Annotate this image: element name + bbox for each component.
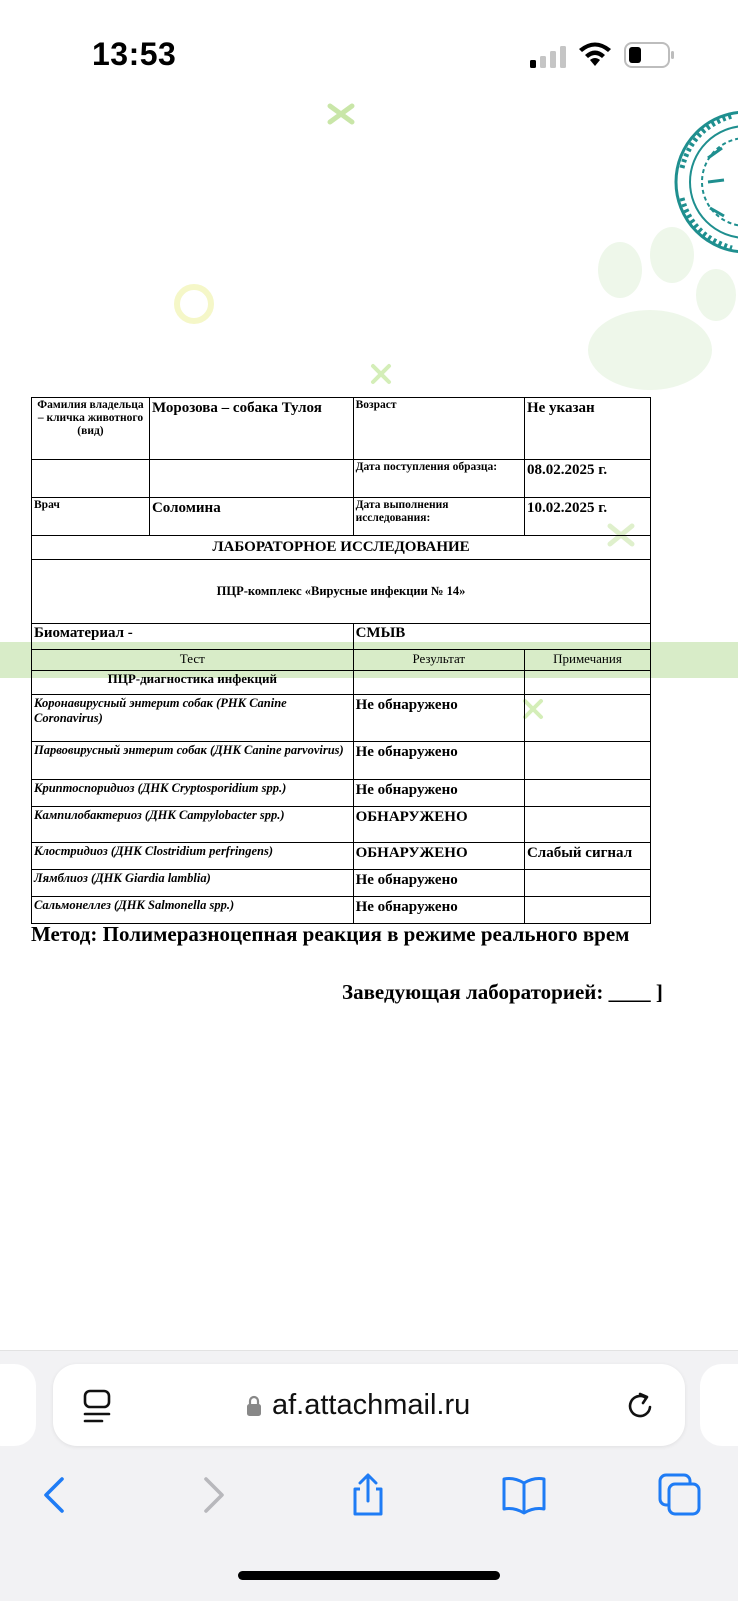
section-header: ПЦР-диагностика инфекций [32, 671, 354, 695]
column-header-result: Результат [353, 650, 524, 671]
circle-decoration-icon [172, 282, 216, 326]
test-result: Не обнаружено [353, 780, 524, 807]
test-result: ОБНАРУЖЕНО [353, 807, 524, 843]
doctor-value: Соломина [149, 498, 353, 536]
document-view[interactable] [0, 100, 738, 1350]
reader-mode-icon[interactable] [82, 1389, 112, 1425]
test-note [524, 897, 650, 924]
share-icon[interactable] [346, 1473, 390, 1517]
test-name: Кампилобактериоз (ДНК Campylobacter spp.) [32, 807, 354, 843]
test-name: Коронавирусный энтерит собак (РНК Canine Coronavirus) [32, 695, 354, 742]
next-tab-preview[interactable] [700, 1364, 738, 1446]
method-text: Метод: Полимеразноцепная реакция в режиме реального врем [31, 922, 630, 946]
table-row [32, 742, 651, 780]
table-row [32, 780, 651, 807]
bookmarks-icon[interactable] [502, 1473, 546, 1517]
biomaterial-value: СМЫВ [353, 624, 650, 650]
test-note [524, 780, 650, 807]
wifi-icon [578, 40, 612, 68]
table-row [32, 897, 651, 924]
received-date-value: 08.02.2025 г. [524, 460, 650, 498]
test-result: ОБНАРУЖЕНО [353, 843, 524, 870]
table-row [32, 870, 651, 897]
age-value: Не указан [524, 398, 650, 460]
empty-cell [524, 671, 650, 695]
home-indicator[interactable] [238, 1571, 500, 1580]
previous-tab-preview[interactable] [0, 1364, 36, 1446]
cross-decoration-icon [370, 363, 392, 385]
empty-cell [32, 460, 150, 498]
head-of-lab-signature-line: Заведующая лабораторией: ____ ] [342, 980, 663, 1004]
test-name: Лямблиоз (ДНК Giardia lamblia) [32, 870, 354, 897]
stamp-seal-icon [672, 108, 738, 256]
owner-value: Морозова – собака Тулоя [149, 398, 353, 460]
biomaterial-label: Биоматериал - [32, 624, 354, 650]
test-result: Не обнаружено [353, 870, 524, 897]
column-header-notes: Примечания [524, 650, 650, 671]
table-row [32, 843, 651, 870]
test-name: Сальмонеллез (ДНК Salmonella spp.) [32, 897, 354, 924]
test-name: Клостридиоз (ДНК Clostridium perfringens) [32, 843, 354, 870]
column-header-test: Тест [32, 650, 354, 671]
empty-cell [353, 671, 524, 695]
test-note [524, 695, 650, 742]
test-note: Слабый сигнал [524, 843, 650, 870]
empty-cell [149, 460, 353, 498]
cross-decoration-icon [326, 100, 356, 126]
test-result: Не обнаружено [353, 695, 524, 742]
test-note [524, 742, 650, 780]
received-date-label: Дата поступления образца: [353, 460, 524, 498]
forward-icon[interactable] [190, 1473, 234, 1517]
table-row [32, 695, 651, 742]
lock-icon [246, 1395, 262, 1417]
test-note [524, 807, 650, 843]
table-row [32, 807, 651, 843]
report-subtitle: ПЦР-комплекс «Вирусные инфекции № 14» [32, 560, 651, 624]
doctor-label: Врач [32, 498, 150, 536]
completion-date-value: 10.02.2025 г. [524, 498, 650, 536]
status-time: 13:53 [92, 36, 177, 72]
report-title: ЛАБОРАТОРНОЕ ИССЛЕДОВАНИЕ [32, 536, 651, 560]
test-name: Криптоспоридиоз (ДНК Cryptosporidium spp.) [32, 780, 354, 807]
reload-icon[interactable] [626, 1391, 656, 1421]
owner-label: Фамилия владельца – кличка животного (вид) [32, 398, 150, 460]
cellular-signal-icon [530, 46, 566, 68]
browser-toolbar [0, 1350, 738, 1601]
url-text[interactable]: af.attachmail.ru [272, 1389, 471, 1421]
test-result: Не обнаружено [353, 897, 524, 924]
lab-report-table [31, 397, 651, 924]
completion-date-label: Дата выполнения исследования: [353, 498, 524, 536]
test-note [524, 870, 650, 897]
test-result: Не обнаружено [353, 742, 524, 780]
battery-icon [624, 42, 676, 68]
back-icon[interactable] [34, 1473, 78, 1517]
test-name: Парвовирусный энтерит собак (ДНК Canine parvovirus) [32, 742, 354, 780]
age-label: Возраст [353, 398, 524, 460]
status-bar [0, 0, 738, 100]
tabs-icon[interactable] [658, 1473, 702, 1517]
